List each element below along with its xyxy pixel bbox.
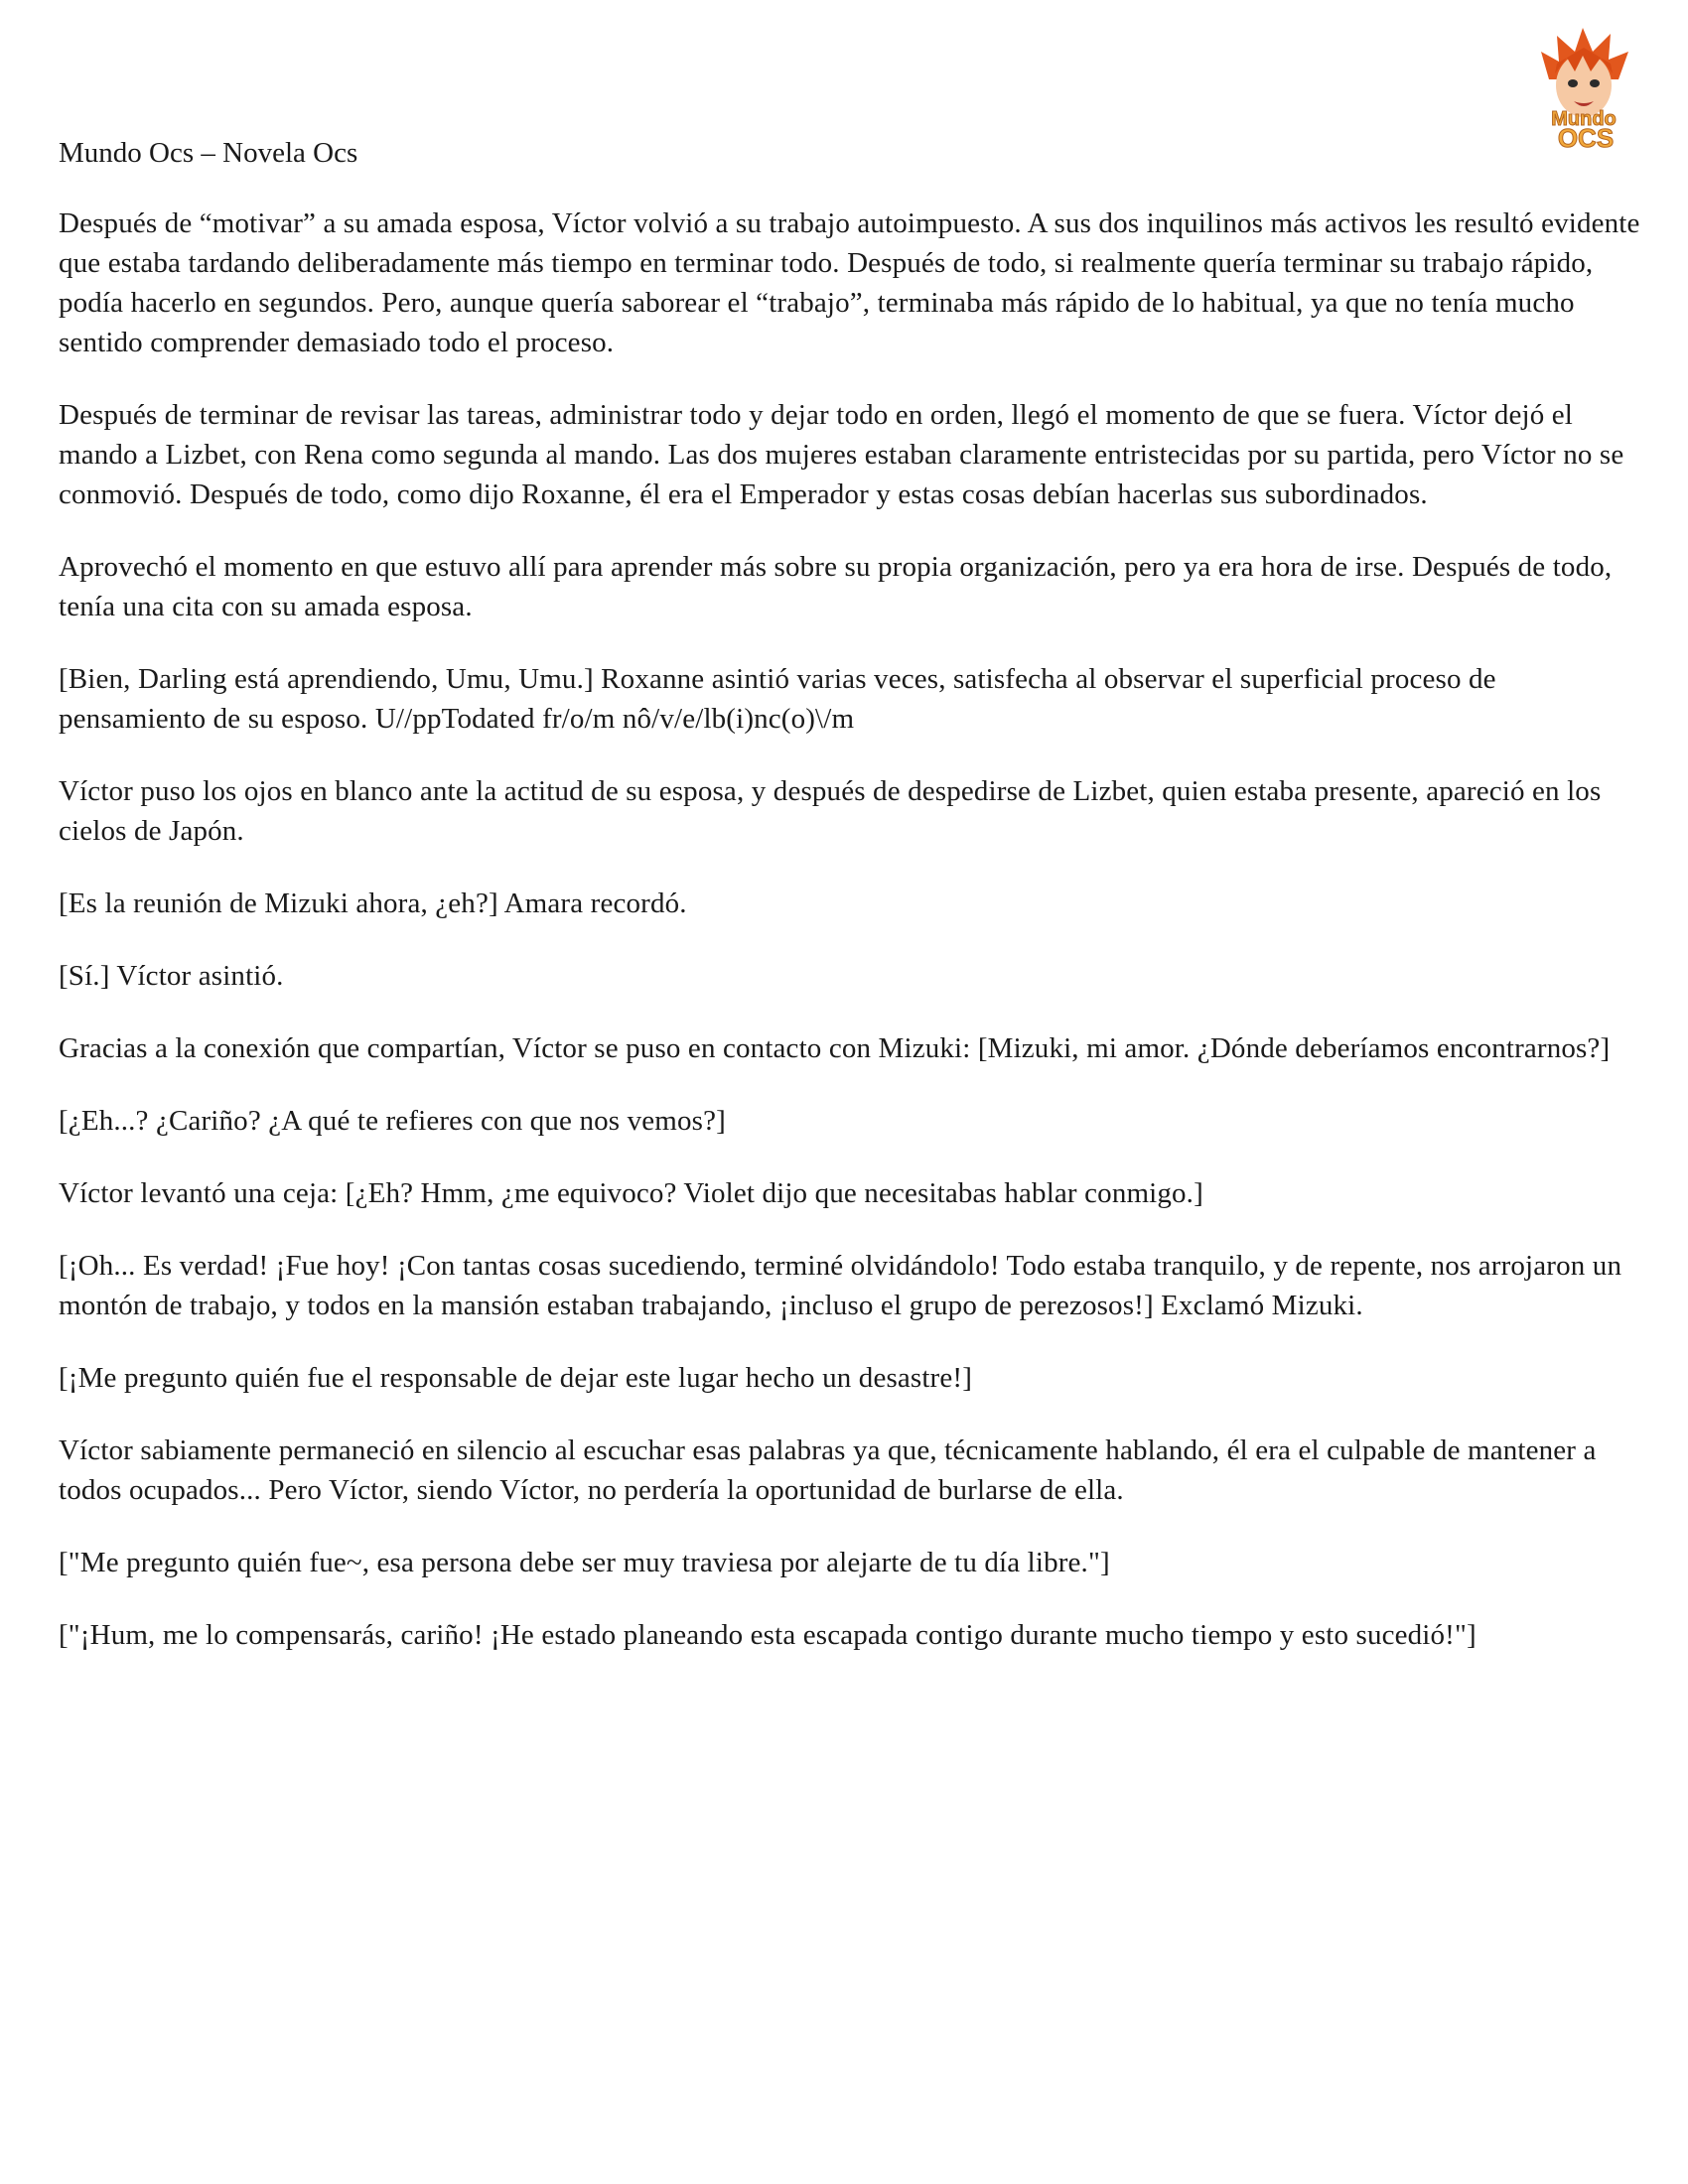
page-header-title: Mundo Ocs – Novela Ocs bbox=[59, 137, 358, 169]
paragraph: [¿Eh...? ¿Cariño? ¿A qué te refieres con que nos vemos?] bbox=[59, 1105, 726, 1137]
paragraph: Después de terminar de revisar las tareas, administrar todo y dejar todo en orden, llegó el momento de que se fuera. Víctor dejó el mando a Lizbet, con Rena como segunda al mando. Las dos mujeres estaban claramente entristecidas por su partida, pero Víctor no se conmovió. Después de todo, como dijo Roxanne, él era el Emperador y estas cosas debían hacerlas sus subordinados. bbox=[59, 399, 1624, 510]
paragraph: ["¡Hum, me lo compensarás, cariño! ¡He estado planeando esta escapada contigo durante mucho tiempo y esto sucedió!"] bbox=[59, 1619, 1477, 1651]
paragraph: Gracias a la conexión que compartían, Víctor se puso en contacto con Mizuki: [Mizuki, mi amor. ¿Dónde deberíamos encontrarnos?] bbox=[59, 1032, 1611, 1064]
paragraph: Después de “motivar” a su amada esposa, Víctor volvió a su trabajo autoimpuesto. A sus dos inquilinos más activos les resultó evidente que estaba tardando deliberadamente más tiempo en terminar todo. Después de todo, si realmente quería terminar su trabajo rápido, podía hacerlo en segundos. Pero, aunque quería saborear el “trabajo”, terminaba más rápido de lo habitual, ya que no tenía mucho sentido comprender demasiado todo el proceso. bbox=[59, 207, 1640, 358]
paragraph: Aprovechó el momento en que estuvo allí para aprender más sobre su propia organización, pero ya era hora de irse. Después de todo, tenía una cita con su amada esposa. bbox=[59, 551, 1613, 622]
paragraph: [¡Me pregunto quién fue el responsable de dejar este lugar hecho un desastre!] bbox=[59, 1362, 973, 1394]
paragraph: [Bien, Darling está aprendiendo, Umu, Umu.] Roxanne asintió varias veces, satisfecha al observar el superficial proceso de pensamiento de su esposo. U//ppTodated fr/o/m nô/v/e/lb(i)nc(o)\/m bbox=[59, 663, 1496, 735]
paragraph: [Es la reunión de Mizuki ahora, ¿eh?] Amara recordó. bbox=[59, 887, 687, 919]
paragraph: Víctor sabiamente permaneció en silencio al escuchar esas palabras ya que, técnicamente hablando, él era el culpable de mantener a todos ocupados... Pero Víctor, siendo Víctor, no perdería la oportunidad de burlarse de ella. bbox=[59, 1434, 1597, 1506]
svg-text:Mundo: Mundo bbox=[1551, 108, 1617, 130]
paragraph: ["Me pregunto quién fue~, esa persona debe ser muy traviesa por alejarte de tu día libre."] bbox=[59, 1547, 1110, 1578]
mundo-ocs-logo bbox=[1519, 22, 1648, 151]
paragraph: Víctor levantó una ceja: [¿Eh? Hmm, ¿me equivoco? Violet dijo que necesitabas hablar conmigo.] bbox=[59, 1177, 1203, 1209]
svg-text:OCS: OCS bbox=[1557, 123, 1615, 151]
paragraph: [¡Oh... Es verdad! ¡Fue hoy! ¡Con tantas cosas sucediendo, terminé olvidándolo! Todo estaba tranquilo, y de repente, nos arrojaron un montón de trabajo, y todos en la mansión estaban trabajando, ¡incluso el grupo de perezosos!] Exclamó Mizuki. bbox=[59, 1250, 1622, 1321]
paragraph: Víctor puso los ojos en blanco ante la actitud de su esposa, y después de despedirse de Lizbet, quien estaba presente, apareció en los cielos de Japón. bbox=[59, 775, 1602, 847]
document-body bbox=[59, 204, 1647, 1688]
paragraph: [Sí.] Víctor asintió. bbox=[59, 960, 284, 992]
